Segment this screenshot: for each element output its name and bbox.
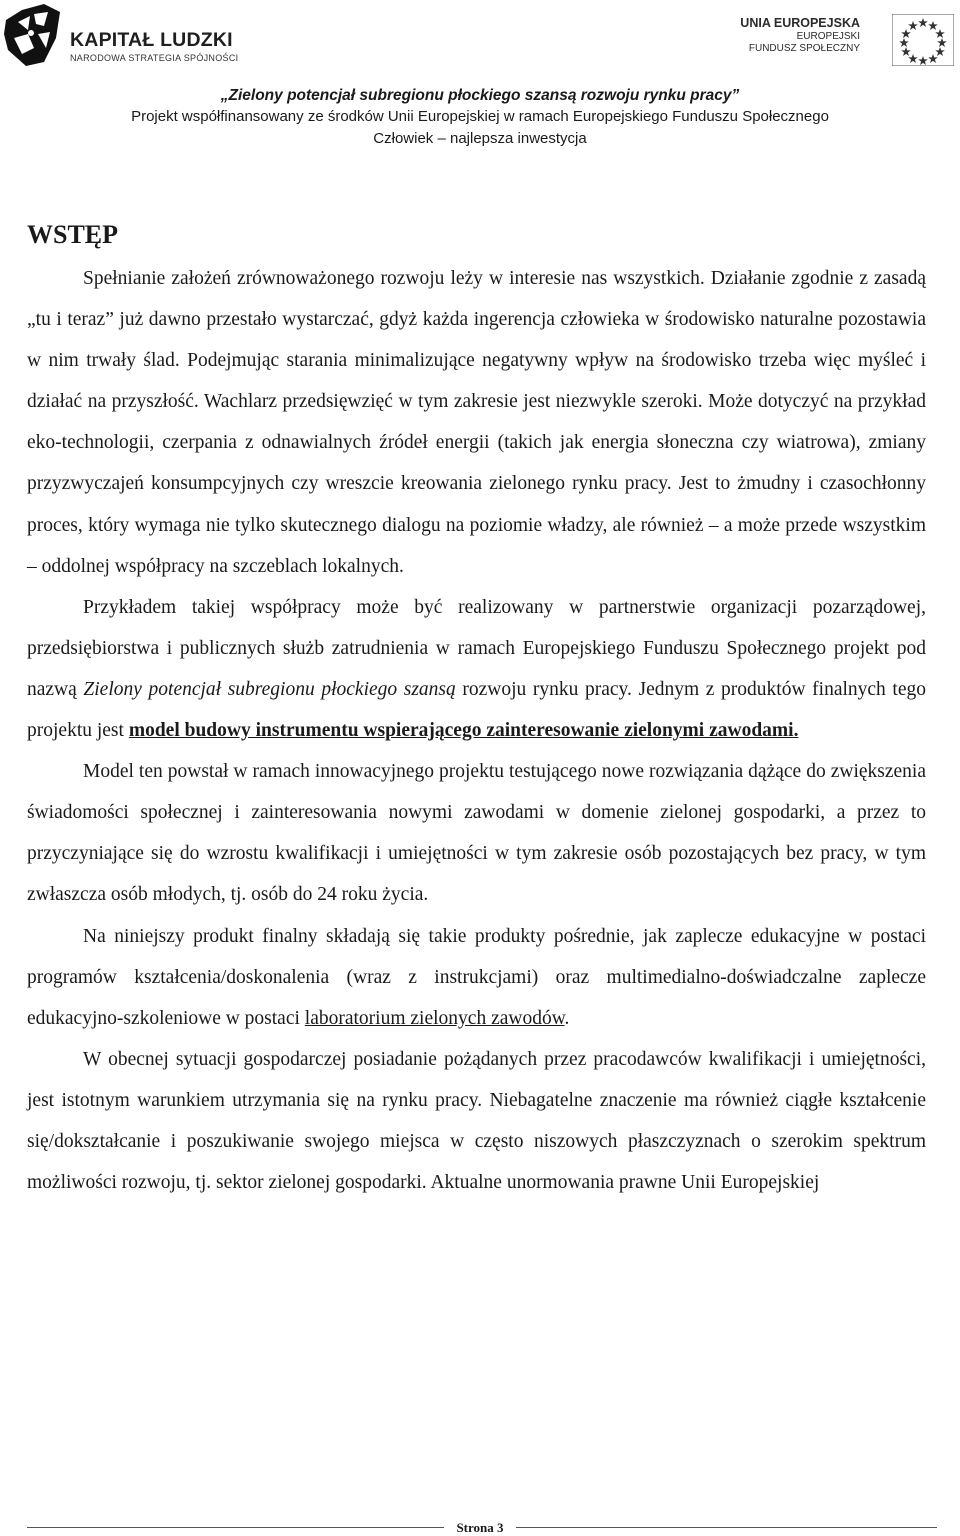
kapital-ludzki-emblem-icon bbox=[4, 4, 62, 66]
eu-logo-line1: UNIA EUROPEJSKA bbox=[740, 16, 860, 30]
motto: Człowiek – najlepsza inwestycja bbox=[373, 130, 587, 147]
eu-logo-line3: FUNDUSZ SPOŁECZNY bbox=[748, 43, 860, 54]
paragraph-4-text-a: Na niniejszy produkt finalny składają się takie produkty pośrednie, jak zaplecze edukacyjne w postaci programów kształcenia/doskonalenia (wraz z instrukcjami) oraz multimedialno-doświadczalne zaplecze edukacyjno-szkoleniowe w postaci bbox=[27, 925, 926, 1029]
section-heading: WSTĘP bbox=[27, 220, 119, 249]
cofinancing-note: Projekt współfinansowany ze środków Unii Europejskiej w ramach Europejskiego Funduszu Społecznego bbox=[131, 108, 829, 125]
project-title: „Zielony potencjał subregionu płockiego szansą rozwoju rynku pracy” bbox=[220, 87, 740, 104]
project-name-italic: Zielony potencjał subregionu płockiego szansą bbox=[83, 678, 456, 700]
laboratory-link[interactable]: laboratorium zielonych zawodów bbox=[304, 1007, 565, 1029]
paragraph-2-text-b: rozwoju rynku pracy. Jednym z produktów finalnych tego projektu jest bbox=[27, 678, 926, 742]
paragraph-4 bbox=[27, 916, 926, 1039]
paragraph-3: Model ten powstał w ramach innowacyjnego projektu testującego nowe rozwiązania dążące do zwiększenia świadomości społecznej i zainteresowania nowymi zawodami w domenie zielonej gospodarki, a przez to przyczyniające się do wzrostu kwalifikacji i umiejętności w tym zakresie osób pozostających bez pracy, w tym zwłaszcza osób młodych, tj. osób do 24 roku życia. bbox=[27, 761, 926, 906]
kapital-ludzki-logo bbox=[4, 4, 264, 68]
page-number: Strona 3 bbox=[444, 1520, 515, 1535]
model-link[interactable]: model budowy instrumentu wspierającego zainteresowanie zielonymi zawodami. bbox=[128, 720, 799, 742]
kapital-ludzki-subtitle: NARODOWA STRATEGIA SPÓJNOŚCI bbox=[70, 53, 239, 63]
eu-logo-text bbox=[700, 16, 860, 55]
paragraph-5: W obecnej sytuacji gospodarczej posiadanie pożądanych przez pracodawców kwalifikacji i umiejętności, jest istotnym warunkiem utrzymania się na rynku pracy. Niebagatelne znaczenie ma również ciągłe kształcenie się/dokształcanie i poszukiwanie swojego miejsca w często niszowych płaszczyznach o szerokim spektrum możliwości rozwoju, tj. sektor zielonej gospodarki. Aktualne unormowania prawne Unii Europejskiej bbox=[27, 1048, 926, 1194]
footer bbox=[0, 1521, 960, 1535]
eu-logo-line2: EUROPEJSKI bbox=[796, 31, 860, 42]
paragraph-2-text-a: Przykładem takiej współpracy może być realizowany w partnerstwie organizacji pozarządowej, przedsiębiorstwa i publicznych służb zatrudnienia w ramach Europejskiego Funduszu Społecznego projekt pod nazwą bbox=[27, 596, 926, 700]
body-text bbox=[27, 258, 926, 1203]
paragraph-2 bbox=[27, 587, 926, 751]
paragraph-1: Spełnianie założeń zrównoważonego rozwoju leży w interesie nas wszystkich. Działanie zgodnie z zasadą „tu i teraz” już dawno przestało wystarczać, gdyż każda ingerencja człowieka w środowisko naturalne pozostawia w nim trwały ślad. Podejmując starania minimalizujące negatywny wpływ na środowisko trzeba więc myśleć i działać na przyszłość. Wachlarz przedsięwzięć w tym zakresie jest niezwykle szeroki. Może dotyczyć na przykład eko-technologii, czerpania z odnawialnych źródeł energii (takich jak energia słoneczna czy wiatrowa), zmiany przyzwyczajeń konsumpcyjnych czy wreszcie kreowania zielonego rynku pracy. Jest to żmudny i czasochłonny proces, który wymaga nie tylko skutecznego dialogu na poziomie władzy, ale również – a może przede wszystkim – oddolnej współpracy na szczeblach lokalnych. bbox=[27, 268, 926, 577]
kapital-ludzki-title: KAPITAŁ LUDZKI bbox=[70, 29, 233, 51]
eu-flag-icon bbox=[892, 14, 954, 66]
eu-logo bbox=[740, 12, 956, 70]
paragraph-4-text-b: . bbox=[564, 1007, 570, 1029]
